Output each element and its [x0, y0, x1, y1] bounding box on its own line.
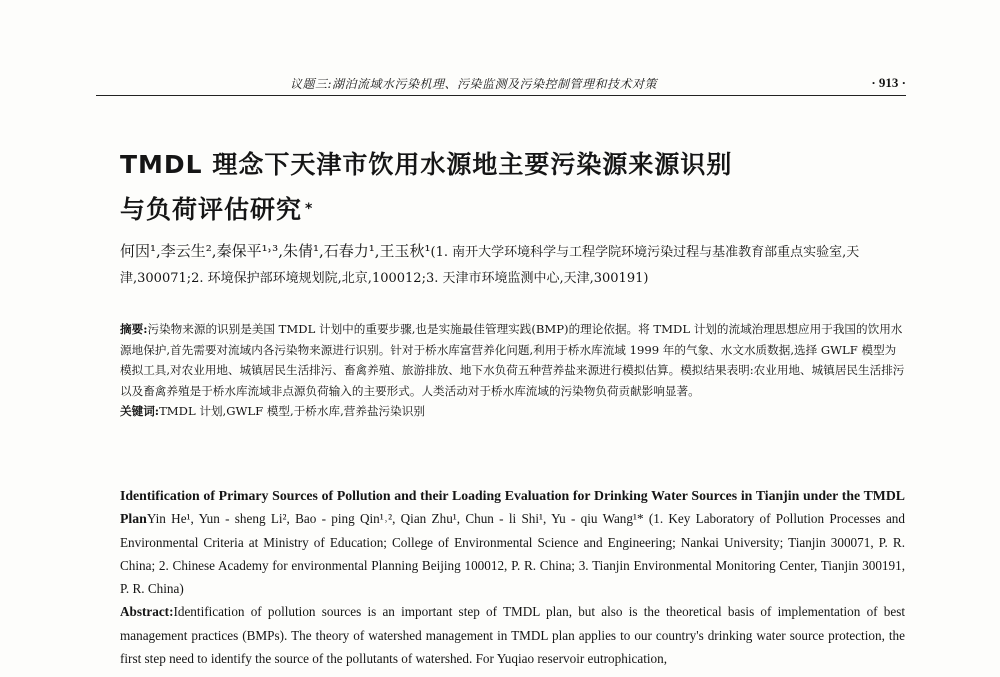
- english-section: [120, 484, 905, 670]
- running-title: 议题三:湖泊流域水污染机理、污染监测及污染控制管理和技术对策: [290, 77, 658, 91]
- keywords-cn-text: TMDL 计划,GWLF 模型,于桥水库,营养盐污染识别: [159, 404, 425, 418]
- english-authors: Yin He¹, Yun - sheng Li², Bao - ping Qin¹˒², Qian Zhu¹, Chun - li Shi¹, Yu - qiu Wang¹*: [146, 511, 644, 527]
- keywords-cn: [120, 401, 905, 422]
- abstract-cn-text: 污染物来源的识别是美国 TMDL 计划中的重要步骤,也是实施最佳管理实践(BMP)的理论依据。将 TMDL 计划的流域治理思想应用于我国的饮用水源地保护,首先需要对流域内各污染物来源进行识别。针对于桥水库富营养化问题,利用于桥水库流域 1999 年的气象、水文水质数据,选择 GWLF 模型为模拟工具,对农业用地、城镇居民生活排污、畜禽养殖、旅游排放、地下水负荷五种营养盐来源进行模拟估算。模拟结果表明:农业用地、城镇居民生活排污以及畜禽养殖是于桥水库流域非点源负荷输入的主要形式。人类活动对于桥水库流域的污染物负荷贡献影响显著。: [120, 322, 905, 398]
- english-abstract: [120, 600, 905, 670]
- title-line-2: [120, 187, 880, 232]
- title-line-2-text: 与负荷评估研究: [120, 195, 303, 224]
- abstract-cn-body: [120, 319, 905, 401]
- abstract-cn: [120, 319, 905, 422]
- title-line-1: TMDL 理念下天津市饮用水源地主要污染源来源识别: [120, 150, 733, 179]
- english-abstract-text: Identification of pollution sources is an important step of TMDL plan, but also is the theoretical basis of implementation of best management practices (BMPs). The theory of watershed management in TMDL plan applies to our country's drinking water source protection, the first step need to identify the source of the pollutants of watershed. For Yuqiao reservoir eutrophication,: [120, 604, 905, 667]
- english-heading: [120, 484, 905, 600]
- keywords-cn-label: 关键词:: [120, 404, 160, 418]
- title-footnote-mark: *: [305, 201, 314, 217]
- author-affiliation-cn: (1. 南开大学环境科学与工程学院环境污染过程与基准教育部重点实验室,天津,300071;2. 环境保护部环境规划院,北京,100012;3. 天津市环境监测中心,天津,300191): [120, 245, 860, 286]
- english-abstract-label: Abstract:: [120, 604, 174, 620]
- english-affiliation: (1. Key Laboratory of Pollution Processes and Environmental Criteria at Ministry of Education; College of Environmental Science and Engineering; Nankai University; Tianjin 300071, P. R. China; 2. Chinese Academy for environmental Planning Beijing 100012, P. R. China; 3. Tianjin Environmental Monitoring Center, Tianjin 300191, P. R. China): [120, 511, 905, 597]
- author-block-cn: [120, 238, 890, 292]
- abstract-cn-label: 摘要:: [120, 322, 148, 336]
- english-title: Identification of Primary Sources of Pollution and their Loading Evaluation for Drinking Water Sources in Tianjin under the TMDL Plan: [120, 488, 905, 527]
- running-header: [96, 75, 906, 96]
- page-number: · 913 ·: [871, 75, 906, 90]
- paper-title: [120, 142, 880, 232]
- author-names-cn: 何因¹,李云生²,秦保平¹˒³,朱倩¹,石春力¹,王玉秋¹: [120, 242, 431, 260]
